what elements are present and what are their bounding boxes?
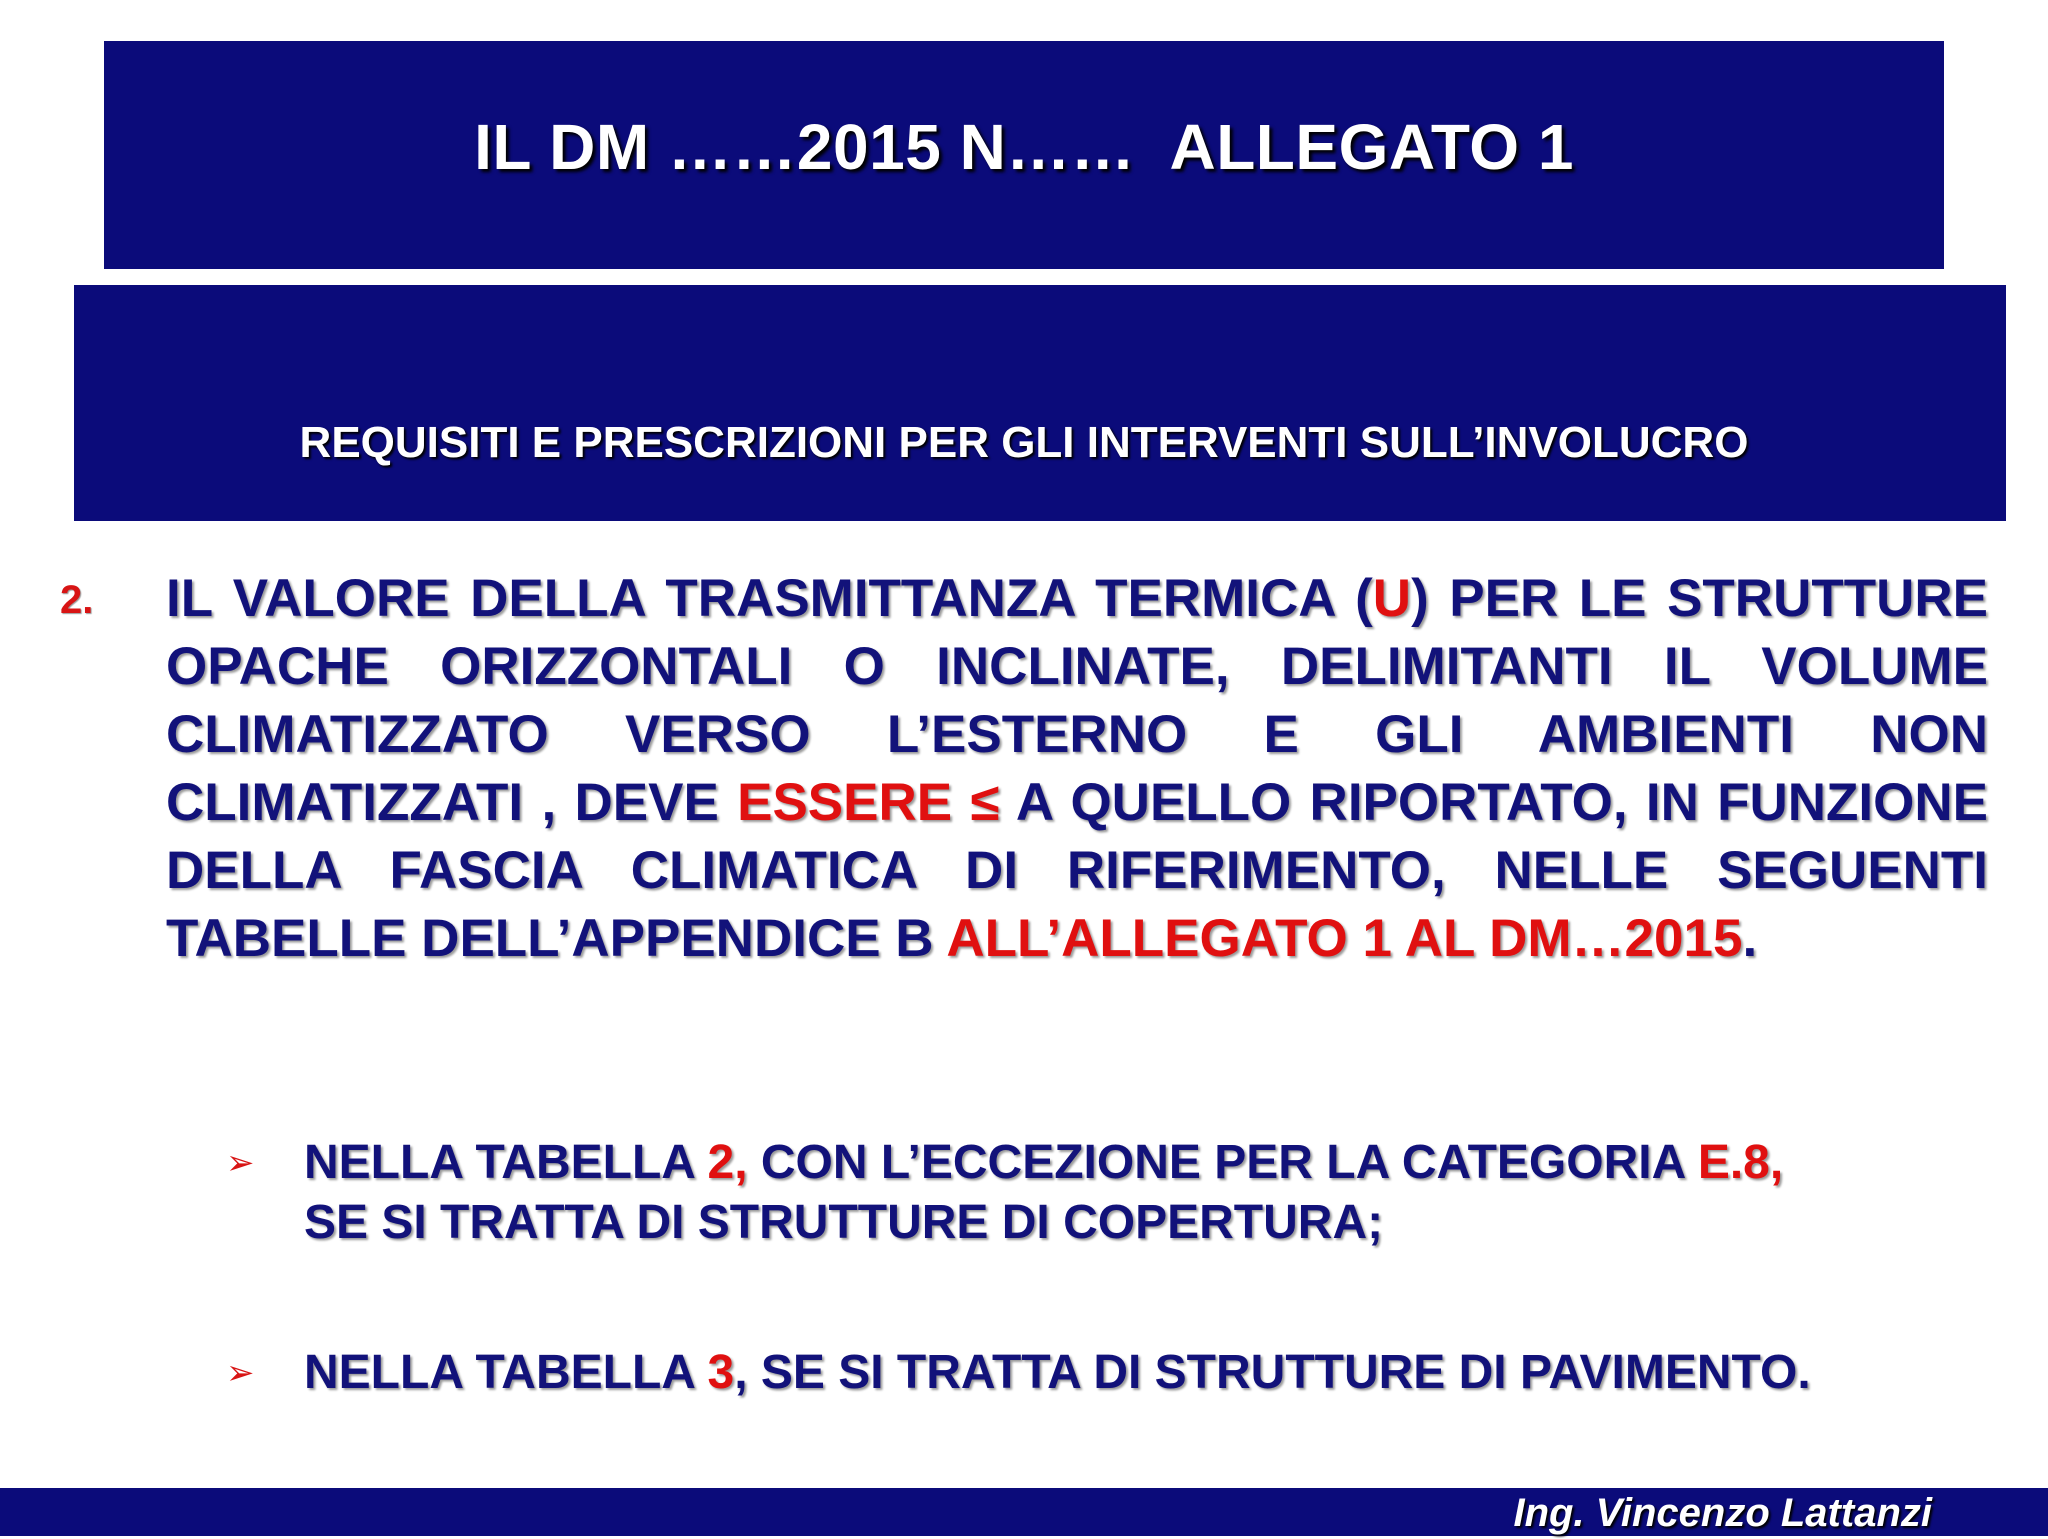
u-symbol: U (1372, 569, 1412, 628)
subtitle-banner (74, 285, 2006, 521)
arrow-bullet-icon: ➢ (226, 1354, 255, 1392)
essere-highlight: ESSERE ≤ (737, 773, 1000, 832)
arrow-bullet-icon: ➢ (226, 1144, 255, 1182)
bullet-2-line-1 (304, 1343, 2004, 1403)
bullet-1-category: E.8, (1697, 1136, 1784, 1189)
title-banner (104, 41, 1944, 269)
bullet-2-table-number: 3 (707, 1346, 735, 1399)
paragraph-text-4: . (1742, 909, 1758, 968)
item-number: 2. (60, 578, 94, 622)
paragraph-text-2: ) PER LE STRUTTURE OPACHE ORIZZONTALI O INCLINATE, DELIMITANTI IL VOLUME CLIMATIZZATO VERSO L’ESTERNO E GLI AMBIENTI NON CLIMATIZZATI , DEVE (166, 569, 1989, 832)
bullet-1-table-number: 2, (707, 1136, 748, 1189)
bullet-item-2 (304, 1343, 2004, 1403)
paragraph-text-3: A QUELLO RIPORTATO, IN FUNZIONE DELLA FASCIA CLIMATICA DI RIFERIMENTO, NELLE SEGUENTI TABELLE DELL’APPENDICE B (166, 773, 1989, 968)
slide-subtitle: REQUISITI E PRESCRIZIONI PER GLI INTERVENTI SULL’INVOLUCRO (299, 418, 1749, 467)
bullet-1-line-1 (304, 1133, 2004, 1193)
bullet-2-text-2: , SE SI TRATTA DI STRUTTURE DI PAVIMENTO. (734, 1346, 1811, 1399)
bullet-item-1 (304, 1133, 2004, 1253)
bullet-1-line-2: SE SI TRATTA DI STRUTTURE DI COPERTURA; (304, 1196, 1384, 1249)
slide-title: IL DM ……2015 N…… ALLEGATO 1 (474, 111, 1574, 183)
main-paragraph (166, 565, 1988, 973)
bullet-2-text: NELLA TABELLA (304, 1346, 708, 1399)
bullet-1-text: NELLA TABELLA (304, 1136, 708, 1189)
allegato-highlight: ALL’ALLEGATO 1 AL DM…2015 (946, 909, 1743, 968)
bullet-1-text-2: CON L’ECCEZIONE PER LA CATEGORIA (747, 1136, 1698, 1189)
footer-author: Ing. Vincenzo Lattanzi (1513, 1491, 1932, 1535)
paragraph-text-1: IL VALORE DELLA TRASMITTANZA TERMICA ( (166, 569, 1373, 628)
